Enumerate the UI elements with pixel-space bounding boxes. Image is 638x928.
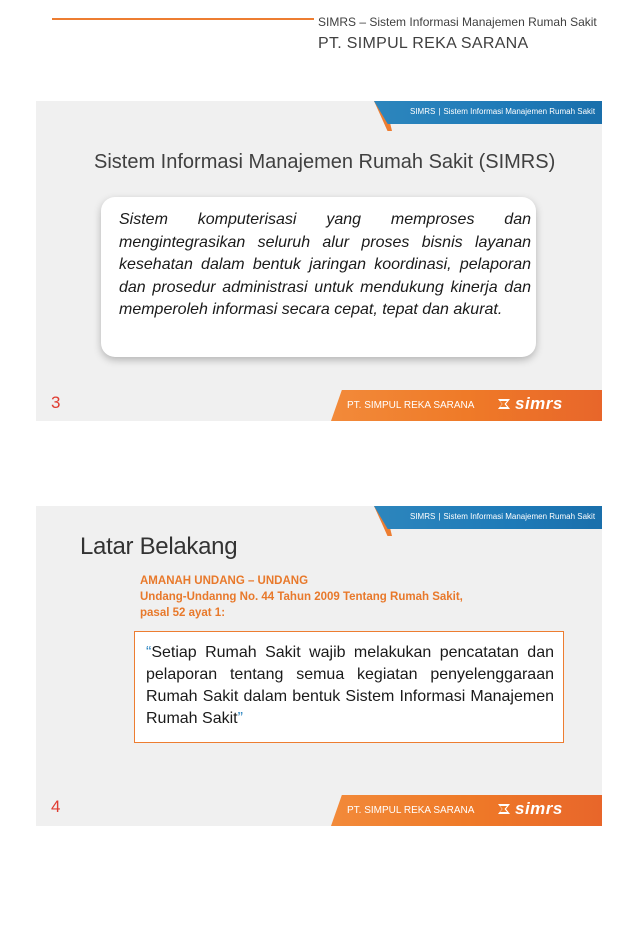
header-divider bbox=[52, 18, 314, 20]
quote-text bbox=[146, 642, 554, 730]
quote-close-mark: ” bbox=[237, 710, 243, 727]
definition-text: Sistem komputerisasi yang memproses dan mengintegrasikan seluruh alur proses bisnis layanan kesehatan dalam bentuk jaringan koordinasi, pelaporan dan prosedur administrasi untuk mendukung kinerja dan memperoleh informasi secara cepat, tepat dan akurat. bbox=[119, 211, 531, 319]
header-subtitle: SIMRS – Sistem Informasi Manajemen Rumah Sakit bbox=[318, 15, 597, 29]
top-bar-left: SIMRS bbox=[410, 512, 436, 521]
footer-company: PT. SIMPUL REKA SARANA bbox=[347, 805, 475, 816]
slide-number: 3 bbox=[51, 393, 61, 412]
top-bar-separator: | bbox=[438, 107, 441, 116]
slide-3 bbox=[36, 101, 602, 421]
top-bar-right: Sistem Informasi Manajemen Rumah Sakit bbox=[443, 107, 596, 116]
simrs-logo-icon bbox=[496, 801, 512, 817]
slide-top-text bbox=[410, 107, 595, 116]
simrs-logo-icon bbox=[496, 396, 512, 412]
law-heading: AMANAH UNDANG – UNDANG bbox=[140, 575, 309, 587]
law-name: Undang-Undanng No. 44 Tahun 2009 Tentang Rumah Sakit, bbox=[140, 591, 463, 603]
top-bar-separator: | bbox=[438, 512, 441, 521]
slide-title: Sistem Informasi Manajemen Rumah Sakit (SIMRS) bbox=[94, 151, 556, 173]
footer-company: PT. SIMPUL REKA SARANA bbox=[347, 400, 475, 411]
header-company: PT. SIMPUL REKA SARANA bbox=[318, 35, 529, 52]
simrs-logo bbox=[496, 394, 563, 414]
slide-number: 4 bbox=[51, 797, 61, 816]
quote-body: Setiap Rumah Sakit wajib melakukan pencatatan dan pelaporan tentang semua kegiatan penyelenggaraan Rumah Sakit dalam bentuk Sistem Informasi Manajemen Rumah Sakit bbox=[146, 644, 554, 727]
slide-title: Latar Belakang bbox=[80, 533, 238, 560]
top-bar-left: SIMRS bbox=[410, 107, 436, 116]
quote-open-mark: “ bbox=[146, 644, 152, 661]
simrs-logo bbox=[496, 799, 563, 819]
top-bar-right: Sistem Informasi Manajemen Rumah Sakit bbox=[443, 512, 596, 521]
law-reference bbox=[140, 573, 463, 621]
law-article: pasal 52 ayat 1: bbox=[140, 607, 226, 619]
slide-top-text bbox=[410, 512, 595, 521]
slide-4 bbox=[36, 506, 602, 826]
page-header bbox=[0, 0, 638, 70]
simrs-logo-text: simrs bbox=[515, 394, 563, 413]
simrs-logo-text: simrs bbox=[515, 799, 563, 818]
